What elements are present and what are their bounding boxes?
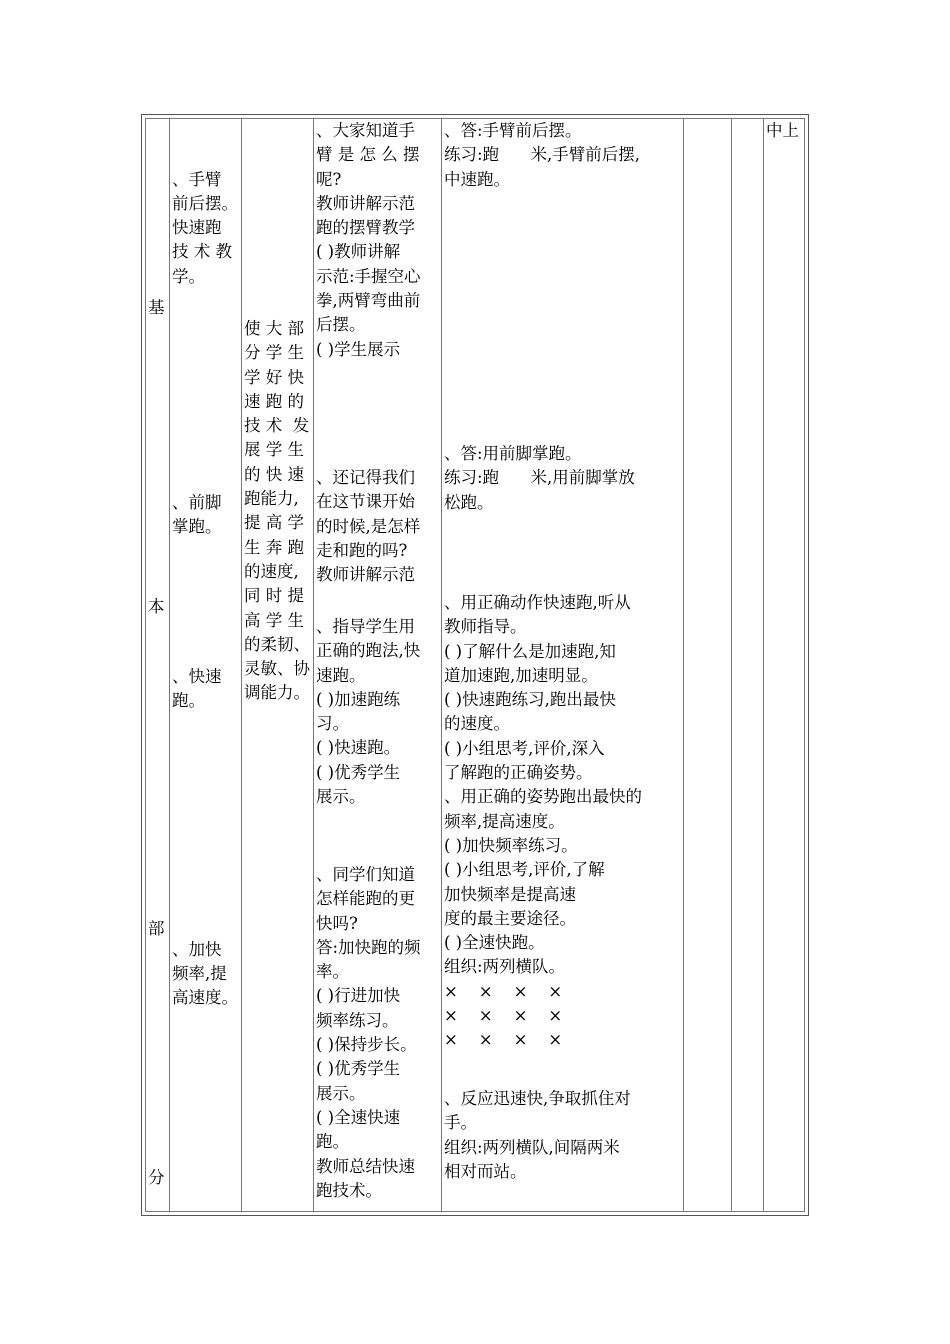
student-line: × × × ×: [444, 981, 563, 1001]
teacher-line: 展示。: [316, 787, 366, 807]
teacher-line: 呢?: [316, 169, 342, 189]
teacher-line: 教师总结快速: [316, 1156, 415, 1176]
teacher-line: ( )优秀学生: [316, 762, 401, 782]
column-content: [170, 119, 242, 1211]
student-line: 、反应迅速快,争取抓住对: [444, 1089, 631, 1108]
student-line: × × × ×: [444, 1030, 563, 1050]
content-item-4: 、加快 频率,提 高速度。: [172, 939, 238, 1008]
teacher-line: ( )快速跑。: [316, 738, 401, 758]
student-line: 的速度。: [444, 714, 510, 734]
student-line: ( )小组思考,评价,了解: [444, 860, 605, 880]
content-item-3: 、快速 跑。: [172, 666, 222, 710]
column-teacher: [314, 119, 442, 1211]
student-activity-1: [444, 119, 640, 192]
teacher-line: 、大家知道手: [316, 121, 415, 140]
teacher-line: 后摆。: [316, 315, 366, 335]
section-char: 部: [148, 919, 165, 938]
objective-text: [244, 317, 310, 706]
teacher-line: 习。: [316, 714, 349, 734]
column-intensity: [764, 119, 806, 1211]
objective-line: 使 大 部: [244, 319, 304, 338]
student-line: 松跑。: [444, 492, 494, 512]
teacher-line: ( )行进加快: [316, 986, 401, 1006]
teacher-activity-2: [316, 466, 420, 587]
student-line: 、用正确的姿势跑出最快的: [444, 787, 642, 807]
objective-line: 提 高 学: [244, 513, 304, 533]
student-line: 手。: [444, 1113, 477, 1133]
student-line: ( )小组思考,评价,深入: [444, 738, 605, 758]
teacher-line: ( )保持步长。: [316, 1035, 417, 1055]
teacher-line: 拳,两臂弯曲前: [316, 291, 421, 311]
student-line: ( )快速跑练习,跑出最快: [444, 690, 616, 710]
teacher-line: 速跑。: [316, 665, 366, 685]
teacher-line: 怎样能跑的更: [316, 889, 415, 909]
teacher-line: 、指导学生用: [316, 617, 415, 636]
objective-line: 的 快 速: [244, 464, 304, 484]
student-activity-2: [444, 442, 635, 515]
column-blank-2: [732, 119, 764, 1211]
objective-line: 跑能力,: [244, 489, 299, 509]
objective-line: 的柔韧、: [244, 634, 310, 654]
teacher-line: 教师讲解示范: [316, 565, 415, 585]
teacher-line: ( )全速快速: [316, 1107, 401, 1127]
section-char: 基: [148, 298, 165, 317]
teacher-line: 、还记得我们: [316, 468, 415, 487]
objective-line: 灵敏、协: [244, 659, 310, 679]
teacher-activity-3: [316, 615, 420, 809]
objective-line: 分 学 生: [244, 343, 304, 363]
objective-line: 速 跑 的: [244, 391, 304, 411]
objective-line: 调能力。: [244, 683, 310, 703]
lesson-plan-table: [141, 114, 809, 1216]
student-line: 练习:跑 米,用前脚掌放: [444, 468, 635, 488]
student-line: 组织:两列横队。: [444, 957, 566, 977]
student-line: ( )了解什么是加速跑,知: [444, 641, 616, 661]
teacher-line: 示范:手握空心: [316, 266, 421, 286]
teacher-line: 正确的跑法,快: [316, 641, 421, 661]
student-line: 、答:手臂前后摆。: [444, 121, 582, 140]
section-char: 本: [148, 597, 165, 616]
student-line: 教师指导。: [444, 617, 527, 637]
teacher-line: 走和跑的吗?: [316, 540, 408, 560]
teacher-line: 、同学们知道: [316, 865, 415, 884]
column-student: [442, 119, 684, 1211]
student-line: 组织:两列横队,间隔两米: [444, 1137, 620, 1157]
student-line: × × × ×: [444, 1006, 563, 1026]
student-line: 频率,提高速度。: [444, 811, 565, 831]
student-line: 道加速跑,加速明显。: [444, 665, 598, 685]
objective-line: 学 好 快: [244, 367, 304, 387]
objective-line: 技 术 发: [244, 416, 310, 436]
teacher-line: 展示。: [316, 1083, 366, 1103]
student-activity-4: [444, 1087, 631, 1184]
content-item-1: 、手臂 前后摆。 快速跑 技 术 教 学。: [172, 169, 238, 286]
column-objective: [242, 119, 314, 1211]
teacher-line: 教师讲解示范: [316, 193, 415, 213]
table-inner: [145, 118, 805, 1212]
teacher-activity-1: [316, 119, 421, 362]
column-section: [146, 119, 170, 1211]
section-char: 分: [148, 1168, 165, 1187]
teacher-line: ( )学生展示: [316, 339, 401, 359]
content-item-2: 、前脚 掌跑。: [172, 492, 222, 536]
student-activity-3: [444, 591, 642, 1053]
objective-line: 高 学 生: [244, 610, 304, 630]
student-line: 练习:跑 米,手臂前后摆,: [444, 145, 641, 165]
teacher-line: 答:加快跑的频: [316, 937, 421, 957]
student-line: ( )加快频率练习。: [444, 835, 578, 855]
student-line: ( )全速快跑。: [444, 933, 545, 953]
teacher-line: 跑技术。: [316, 1180, 382, 1200]
student-line: 、答:用前脚掌跑。: [444, 444, 582, 463]
teacher-line: 频率练习。: [316, 1010, 399, 1030]
student-line: 度的最主要途径。: [444, 908, 576, 928]
teacher-activity-4: [316, 863, 421, 1203]
teacher-line: 率。: [316, 962, 349, 982]
student-line: 、用正确动作快速跑,听从: [444, 593, 631, 612]
objective-line: 的速度,: [244, 561, 299, 581]
teacher-line: 的时候,是怎样: [316, 516, 421, 536]
teacher-line: 跑的摆臂教学: [316, 218, 415, 238]
teacher-line: ( )加速跑练: [316, 689, 401, 709]
objective-line: 展 学 生: [244, 440, 304, 460]
student-line: 中速跑。: [444, 169, 510, 189]
column-blank-1: [684, 119, 732, 1211]
teacher-line: 臂 是 怎 么 摆: [316, 145, 420, 165]
teacher-line: ( )优秀学生: [316, 1059, 401, 1079]
student-line: 相对而站。: [444, 1161, 527, 1181]
objective-line: 同 时 提: [244, 586, 304, 606]
objective-line: 生 奔 跑: [244, 537, 304, 557]
teacher-line: ( )教师讲解: [316, 242, 401, 262]
intensity-value: 中上: [766, 121, 799, 140]
teacher-line: 在这节课开始: [316, 492, 415, 512]
teacher-line: 跑。: [316, 1132, 349, 1152]
teacher-line: 快吗?: [316, 913, 358, 933]
student-line: 加快频率是提高速: [444, 884, 576, 904]
student-line: 了解跑的正确姿势。: [444, 763, 593, 783]
